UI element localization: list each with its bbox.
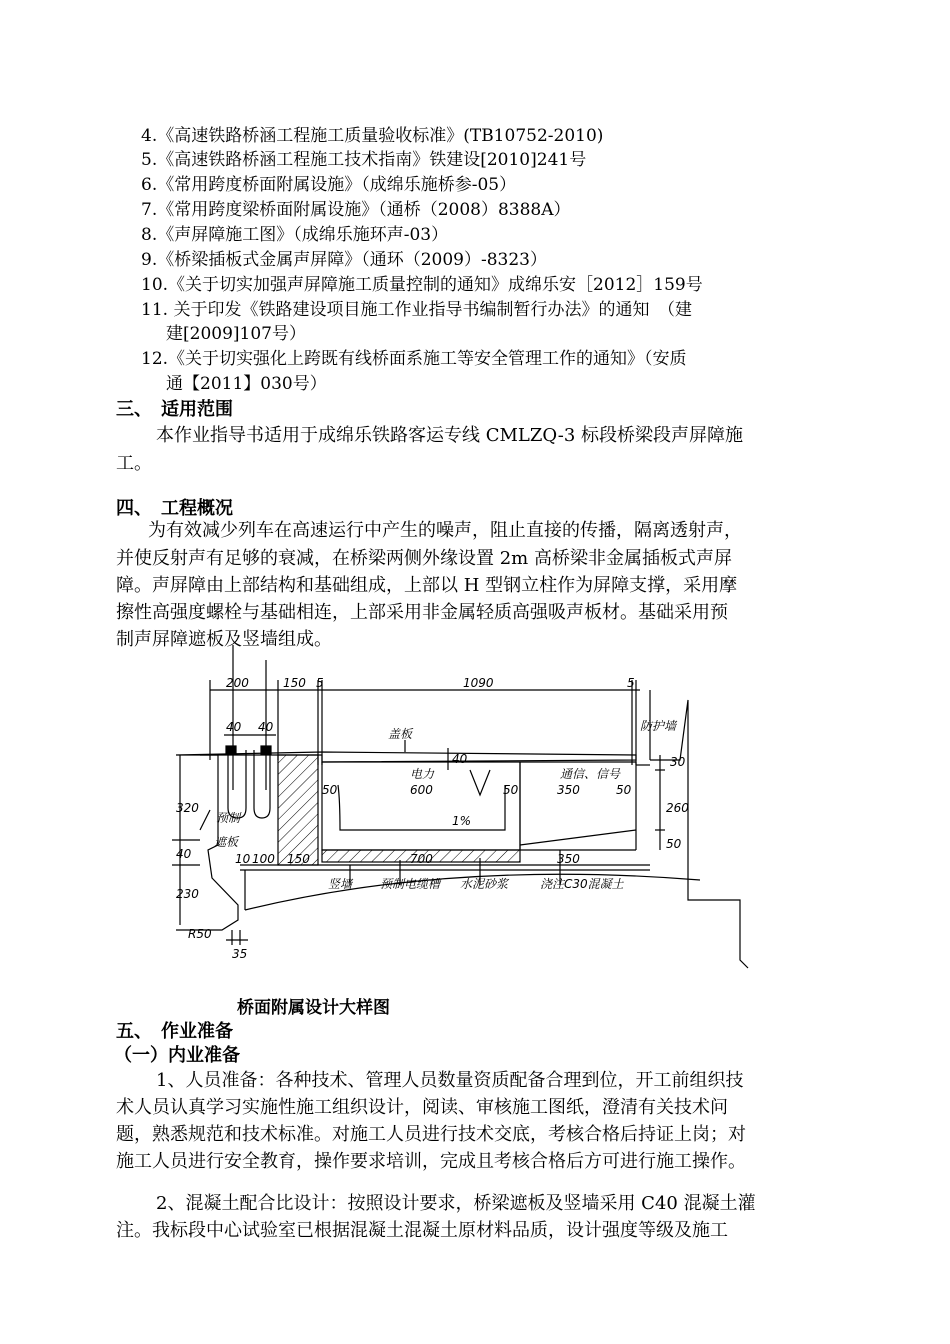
paragraph-line: 工。: [116, 453, 152, 474]
drawing-label: 预制: [216, 811, 241, 825]
dim-label: 10: [235, 852, 251, 866]
figure-caption: 桥面附属设计大样图: [237, 998, 390, 1018]
dim-label: 200: [226, 676, 249, 690]
section-heading: 四、 工程概况: [116, 498, 233, 519]
dim-label: 100: [252, 852, 275, 866]
paragraph-line: 本作业指导书适用于成绵乐铁路客运专线 CMLZQ-3 标段桥梁段声屏障施: [156, 425, 744, 446]
dim-label: 350: [557, 783, 580, 797]
dim-label: 5: [316, 676, 324, 690]
dim-label: 1090: [463, 676, 494, 690]
drawing-label: 预制电缆槽: [380, 877, 441, 891]
drawing-label: 通信、信号: [560, 767, 621, 781]
dim-label: 320: [176, 801, 199, 815]
drawing-label: 1%: [452, 814, 472, 828]
subsection-heading: （一）内业准备: [114, 1045, 240, 1066]
dim-label: 150: [283, 676, 306, 690]
paragraph-line: 题，熟悉规范和技术标准。对施工人员进行技术交底，考核合格后持证上岗；对: [116, 1124, 746, 1145]
reference-item: 5.《高速铁路桥涵工程施工技术指南》铁建设[2010]241号: [141, 150, 587, 170]
drawing-label: 浇注C30混凝土: [540, 877, 624, 891]
dim-label: 40: [258, 720, 274, 734]
drawing-label: 盖板: [388, 727, 413, 741]
bridge-detail-drawing: [150, 645, 770, 975]
dim-label: 150: [287, 852, 310, 866]
dim-label: 50: [503, 783, 519, 797]
paragraph-line: 并使反射声有足够的衰减，在桥梁两侧外缘设置 2m 高桥梁非金属插板式声屏: [116, 548, 732, 569]
dim-label: 50: [666, 837, 682, 851]
dim-label: 50: [616, 783, 632, 797]
dim-label: 600: [410, 783, 433, 797]
dim-label: 40: [226, 720, 242, 734]
reference-item: 12.《关于切实强化上跨既有线桥面系施工等安全管理工作的通知》（安质: [141, 349, 687, 369]
drawing-label: 遮板: [214, 835, 239, 849]
paragraph-line: 2、混凝土配合比设计：按照设计要求，桥梁遮板及竖墙采用 C40 混凝土灌: [156, 1193, 756, 1214]
dim-label: 230: [176, 887, 199, 901]
dim-label: 30: [670, 755, 686, 769]
drawing-label: 竖墙: [328, 877, 353, 891]
paragraph-line: 注。我标段中心试验室已根据混凝土混凝土原材料品质，设计强度等级及施工: [116, 1220, 728, 1241]
dim-label: 5: [627, 676, 635, 690]
drawing-label: 电力: [410, 767, 435, 781]
section-heading: 三、 适用范围: [116, 399, 233, 420]
paragraph-line: 擦性高强度螺栓与基础相连，上部采用非金属轻质高强吸声板材。基础采用预: [116, 602, 728, 623]
paragraph-line: 为有效减少列车在高速运行中产生的噪声，阻止直接的传播，隔离透射声，: [148, 520, 742, 541]
reference-item: 9.《桥梁插板式金属声屏障》（通环（2009）-8323）: [141, 250, 547, 270]
dim-label: R50: [188, 927, 212, 941]
dim-label: 40: [452, 752, 468, 766]
drawing-label: 防护墙: [640, 719, 677, 733]
dim-label: 40: [176, 847, 192, 861]
reference-item: 8.《声屏障施工图》（成绵乐施环声-03）: [141, 225, 449, 245]
reference-item: 10.《关于切实加强声屏障施工质量控制的通知》成绵乐安［2012］159号: [141, 275, 703, 295]
paragraph-line: 制声屏障遮板及竖墙组成。: [116, 629, 332, 650]
reference-item: 11. 关于印发《铁路建设项目施工作业指导书编制暂行办法》的通知 （建: [141, 300, 692, 320]
drawing-label: 水泥砂浆: [460, 877, 509, 891]
dim-label: 350: [557, 852, 580, 866]
reference-item: 7.《常用跨度梁桥面附属设施》（通桥（2008）8388A）: [141, 200, 571, 220]
paragraph-line: 1、人员准备：各种技术、管理人员数量资质配备合理到位，开工前组织技: [156, 1070, 744, 1091]
reference-item-cont: 通【2011】030号）: [166, 374, 327, 394]
paragraph-line: 障。声屏障由上部结构和基础组成，上部以 H 型钢立柱作为屏障支撑，采用摩: [116, 575, 738, 596]
reference-item-cont: 建[2009]107号）: [166, 324, 306, 344]
section-heading: 五、 作业准备: [116, 1021, 233, 1042]
paragraph-line: 术人员认真学习实施性施工组织设计，阅读、审核施工图纸，澄清有关技术问: [116, 1097, 728, 1118]
dim-label: 35: [232, 947, 248, 961]
dim-label: 50: [322, 783, 338, 797]
dim-label: 700: [410, 852, 433, 866]
dim-label: 260: [666, 801, 689, 815]
paragraph-line: 施工人员进行安全教育，操作要求培训，完成且考核合格后方可进行施工操作。: [116, 1151, 746, 1172]
reference-item: 6.《常用跨度桥面附属设施》（成绵乐施桥参-05）: [141, 175, 517, 195]
reference-item: 4.《高速铁路桥涵工程施工质量验收标准》(TB10752-2010): [141, 126, 604, 146]
